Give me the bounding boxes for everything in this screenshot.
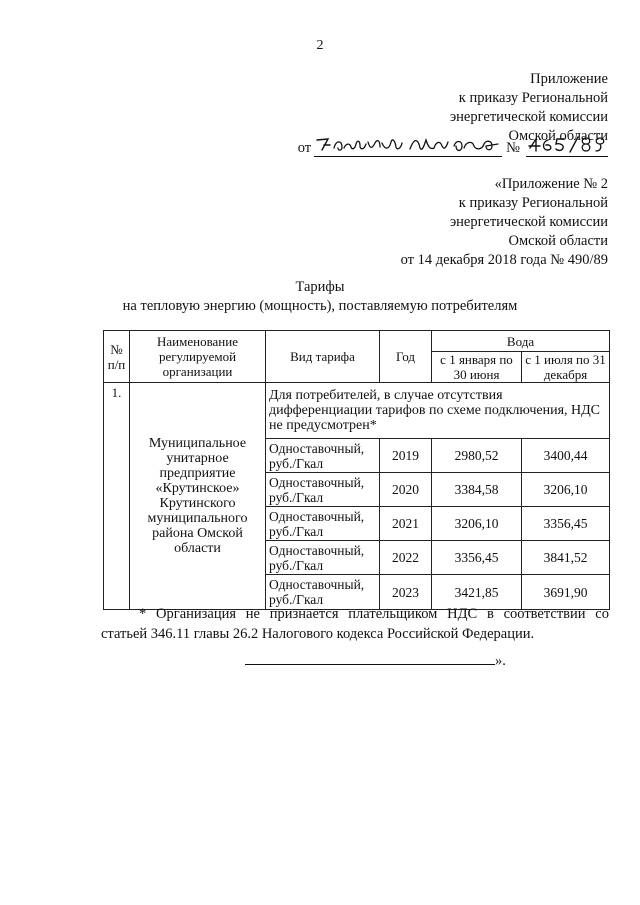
document-title: Тарифы	[295, 279, 345, 295]
footnote: * Организация не признается плательщиком НДС в соответствии со статьей 346.11 главы 26.2 Налогового кодекса Российской Федерации.	[101, 606, 609, 642]
annex2-header	[401, 175, 608, 270]
page-number: 2	[316, 38, 324, 53]
header-organization: Наименование регулируемой организации	[130, 331, 266, 383]
value-second-half: 3356,45	[522, 507, 610, 541]
header-second-half: с 1 июля по 31 декабря	[522, 352, 610, 383]
annex-line: Омской области	[508, 128, 608, 144]
annex2-line: к приказу Региональной	[458, 195, 608, 211]
year-cell: 2020	[380, 473, 432, 507]
value-second-half: 3400,44	[522, 439, 610, 473]
value-first-half: 3356,45	[432, 541, 522, 575]
value-first-half: 3206,10	[432, 507, 522, 541]
header-water: Вода	[432, 331, 610, 352]
tariff-table	[103, 330, 610, 610]
organization-name: Муниципальное унитарное предприятие «Крутинское» Крутинского муниципального района Омской области	[130, 383, 266, 610]
header-num: № п/п	[104, 331, 130, 383]
table-description-row	[104, 383, 610, 439]
tariff-type-cell: Одноставочный, руб./Гкал	[266, 541, 380, 575]
value-first-half: 3384,58	[432, 473, 522, 507]
year-cell: 2019	[380, 439, 432, 473]
handwriting-number-signature	[526, 134, 608, 156]
value-first-half: 3421,85	[432, 575, 522, 610]
order-date-handwritten	[314, 138, 502, 157]
header-tariff-type: Вид тарифа	[266, 331, 380, 383]
annex2-line: «Приложение № 2	[494, 176, 608, 192]
tariff-type-cell: Одноставочный, руб./Гкал	[266, 439, 380, 473]
annex-line: Приложение	[530, 71, 608, 87]
year-cell: 2022	[380, 541, 432, 575]
value-first-half: 2980,52	[432, 439, 522, 473]
order-number-handwritten	[526, 138, 608, 157]
tariff-type-cell: Одноставочный, руб./Гкал	[266, 507, 380, 541]
value-second-half: 3841,52	[522, 541, 610, 575]
header-first-half: с 1 января по 30 июня	[432, 352, 522, 383]
year-cell: 2023	[380, 575, 432, 610]
closing-mark: ».	[495, 653, 506, 669]
row-number: 1.	[104, 383, 130, 610]
handwriting-date-signature	[314, 134, 502, 156]
value-second-half: 3691,90	[522, 575, 610, 610]
annex2-line: от 14 декабря 2018 года № 490/89	[400, 252, 608, 268]
annex2-line: Омской области	[508, 233, 608, 249]
annex-line: к приказу Региональной	[458, 90, 608, 106]
consumer-description: Для потребителей, в случае отсутствия дифференциации тарифов по схеме подключения, НДС не предусмотрен*	[266, 383, 610, 439]
tariff-type-cell: Одноставочный, руб./Гкал	[266, 473, 380, 507]
annex-line: энергетической комиссии	[449, 109, 608, 125]
closing-line	[245, 650, 506, 670]
order-reference	[298, 138, 608, 157]
header-year: Год	[380, 331, 432, 383]
order-prefix: от	[297, 140, 312, 156]
year-cell: 2021	[380, 507, 432, 541]
document-subtitle: на тепловую энергию (мощность), поставляемую потребителям	[122, 298, 518, 314]
table-header-row	[104, 331, 610, 352]
annex2-line: энергетической комиссии	[449, 214, 608, 230]
closing-rule	[245, 650, 495, 665]
tariff-type-cell: Одноставочный, руб./Гкал	[266, 575, 380, 610]
value-second-half: 3206,10	[522, 473, 610, 507]
order-number-symbol: №	[506, 140, 520, 156]
